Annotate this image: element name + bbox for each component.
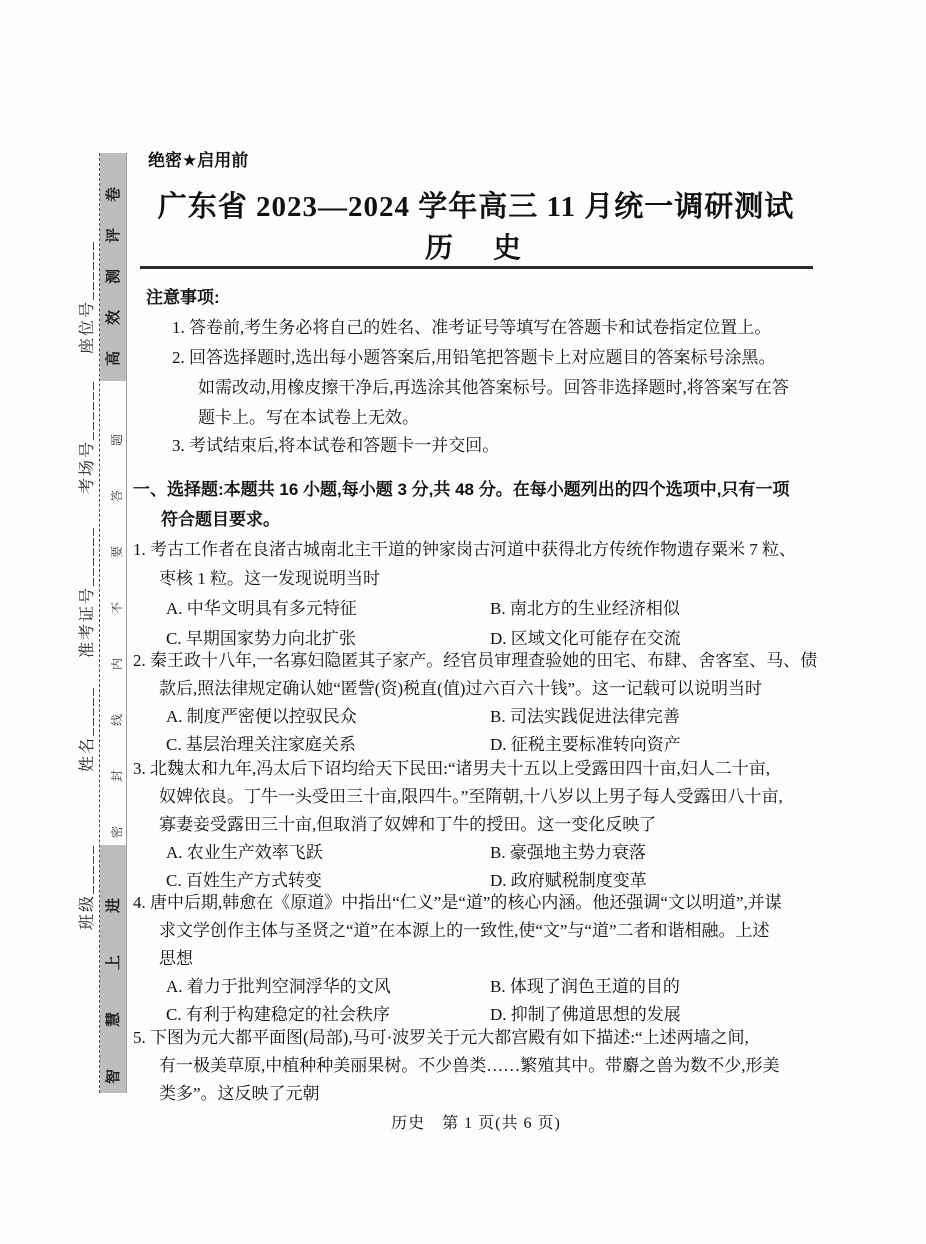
question-2-line: 2. 秦王政十八年,一名寡妇隐匿其子家产。经官员审理查验她的田宅、布肆、舍客室、马、债 xyxy=(133,651,818,670)
exam-subject: 历 史 xyxy=(424,233,527,264)
admission-ticket-field: 准考证号______ xyxy=(79,525,96,658)
question-3-option-d: D. 政府赋税制度变革 xyxy=(490,871,647,890)
question-1-option-d: D. 区域文化可能存在交流 xyxy=(490,629,681,648)
section-header-line: 符合题目要求。 xyxy=(161,510,280,529)
question-4-option-b: B. 体现了润色王道的目的 xyxy=(490,977,680,996)
question-1-option-c: C. 早期国家势力向北扩张 xyxy=(166,629,356,648)
question-3-option-c: C. 百姓生产方式转变 xyxy=(166,871,322,890)
notice-line: 3. 考试结束后,将本试卷和答题卡一并交回。 xyxy=(172,436,500,455)
notice-line: 题卡上。写在本试卷上无效。 xyxy=(198,408,419,427)
question-3-line: 寡妻妾受露田三十亩,但取消了奴婢和丁牛的授田。这一变化反映了 xyxy=(159,815,657,834)
question-4-line: 4. 唐中后期,韩愈在《原道》中指出“仁义”是“道”的核心内涵。他还强调“文以明道”,并谋 xyxy=(133,893,782,912)
notice-line: 如需改动,用橡皮擦干净后,再选涂其他答案标号。回答非选择题时,将答案写在答 xyxy=(198,378,789,397)
question-1-line: 1. 考古工作者在良渚古城南北主干道的钟家岗古河道中获得北方传统作物遗存粟米 7 粒、 xyxy=(133,540,796,559)
question-2-option-a: A. 制度严密便以控驭民众 xyxy=(166,707,357,726)
notice-line: 2. 回答选择题时,选出每小题答案后,用铅笔把答题卡上对应题目的答案标号涂黑。 xyxy=(172,348,776,367)
brand-band-top-label: 高效测评卷 xyxy=(105,160,122,366)
question-3-option-b: B. 豪强地主势力衰落 xyxy=(490,843,646,862)
exam-title: 广东省 2023—2024 学年高三 11 月统一调研测试 xyxy=(157,191,795,223)
question-1-option-a: A. 中华文明具有多元特征 xyxy=(166,599,357,618)
page-footer: 历史 第 1 页(共 6 页) xyxy=(391,1115,561,1132)
notice-heading: 注意事项: xyxy=(146,288,220,307)
question-4-option-a: A. 着力于批判空洞浮华的文风 xyxy=(166,977,391,996)
notice-line: 1. 答卷前,考生务必将自己的姓名、准考证号等填写在答题卡和试卷指定位置上。 xyxy=(172,318,772,337)
question-2-option-b: B. 司法实践促进法律完善 xyxy=(490,707,680,726)
name-field: 姓名_____ xyxy=(79,685,96,772)
question-3-option-a: A. 农业生产效率飞跃 xyxy=(166,843,323,862)
question-5-line: 有一极美草原,中植种种美丽果树。不少兽类……繁殖其中。带麝之兽为数不少,形美 xyxy=(159,1056,780,1075)
question-5-line: 类多”。这反映了元朝 xyxy=(159,1084,320,1103)
question-4-line: 思想 xyxy=(159,949,193,968)
seal-line-warning-label: 密封线内不要答题 xyxy=(110,389,124,838)
question-2-option-c: C. 基层治理关注家庭关系 xyxy=(166,735,356,754)
question-3-line: 奴婢依良。丁牛一头受田三十亩,限四牛。”至隋朝,十八岁以上男子每人受露田八十亩, xyxy=(159,787,783,806)
seat-number-field: 座位号______ xyxy=(79,239,96,354)
question-2-line: 款后,照法律规定确认她“匿訾(资)税直(值)过六百六十钱”。这一记载可以说明当时 xyxy=(159,679,762,698)
question-3-line: 3. 北魏太和九年,冯太后下诏均给天下民田:“诸男夫十五以上受露田四十亩,妇人二十亩, xyxy=(133,759,771,778)
question-2-option-d: D. 征税主要标准转向资产 xyxy=(490,735,681,754)
brand-band-bottom-label: 智慧上进 xyxy=(105,855,122,1084)
title-divider xyxy=(140,266,813,269)
section-header-line: 一、选择题:本题共 16 小题,每小题 3 分,共 48 分。在每小题列出的四个选项中,只有一项 xyxy=(133,480,790,499)
question-5-line: 5. 下图为元大都平面图(局部),马可·波罗关于元大都宫殿有如下描述:“上述两墙之间, xyxy=(133,1028,749,1047)
classification-label: 绝密★启用前 xyxy=(148,151,249,170)
question-1-line: 枣核 1 粒。这一发现说明当时 xyxy=(159,569,380,588)
class-field: 班级_____ xyxy=(79,843,96,930)
question-1-option-b: B. 南北方的生业经济相似 xyxy=(490,599,680,618)
exam-room-field: 考场号______ xyxy=(79,379,96,494)
question-4-option-d: D. 抑制了佛道思想的发展 xyxy=(490,1005,681,1024)
question-4-option-c: C. 有利于构建稳定的社会秩序 xyxy=(166,1005,390,1024)
question-4-line: 求文学创作主体与圣贤之“道”在本源上的一致性,使“文”与“道”二者和谐相融。上述 xyxy=(159,921,770,940)
